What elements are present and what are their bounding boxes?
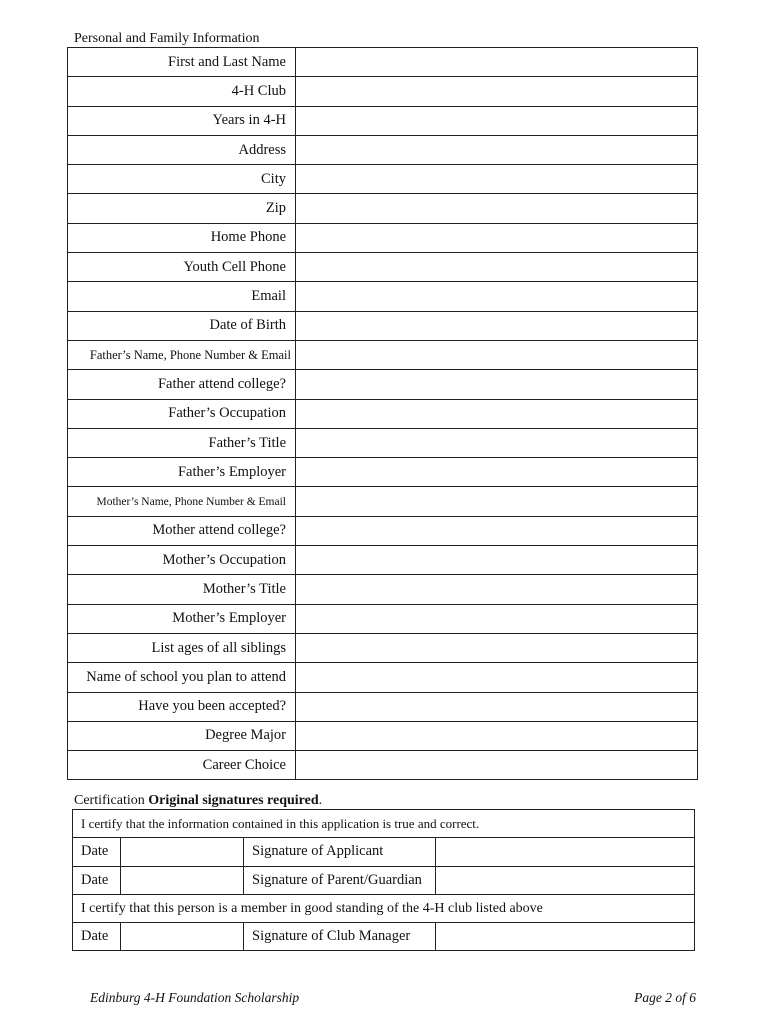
section-title-personal-family: Personal and Family Information xyxy=(74,31,260,46)
address-field[interactable] xyxy=(296,135,698,164)
certification-statement-applicant: I certify that the information contained in this application is true and correct. xyxy=(73,810,695,838)
city-field[interactable] xyxy=(296,165,698,194)
father-title-field[interactable] xyxy=(296,428,698,457)
parent-signature-label: Signature of Parent/Guardian xyxy=(244,866,436,894)
field-label: Mother’s Occupation xyxy=(68,546,296,575)
form-row xyxy=(68,487,698,516)
form-row xyxy=(73,866,695,894)
school-field[interactable] xyxy=(296,663,698,692)
form-row xyxy=(68,663,698,692)
certification-title-end: . xyxy=(318,793,323,808)
zip-field[interactable] xyxy=(296,194,698,223)
form-row xyxy=(68,633,698,662)
home-phone-field[interactable] xyxy=(296,223,698,252)
accepted-field[interactable] xyxy=(296,692,698,721)
mother-employer-field[interactable] xyxy=(296,604,698,633)
form-row xyxy=(68,311,698,340)
field-label: Mother attend college? xyxy=(68,516,296,545)
manager-signature-label: Signature of Club Manager xyxy=(244,923,436,951)
applicant-date-field[interactable] xyxy=(121,838,244,866)
form-row xyxy=(68,106,698,135)
field-label: Email xyxy=(68,282,296,311)
field-label: First and Last Name xyxy=(68,48,296,77)
form-row xyxy=(68,253,698,282)
form-row xyxy=(68,48,698,77)
form-row xyxy=(68,282,698,311)
field-label: Home Phone xyxy=(68,223,296,252)
form-row xyxy=(68,165,698,194)
date-label: Date xyxy=(73,838,121,866)
field-label: Father’s Occupation xyxy=(68,399,296,428)
field-label: Father’s Employer xyxy=(68,458,296,487)
form-row xyxy=(68,692,698,721)
form-row xyxy=(68,194,698,223)
form-row xyxy=(68,721,698,750)
field-label: Father attend college? xyxy=(68,370,296,399)
applicant-signature-field[interactable] xyxy=(436,838,695,866)
mother-occupation-field[interactable] xyxy=(296,546,698,575)
father-occupation-field[interactable] xyxy=(296,399,698,428)
section-title-certification xyxy=(74,793,322,809)
field-label: Date of Birth xyxy=(68,311,296,340)
form-row xyxy=(68,604,698,633)
form-row xyxy=(68,340,698,369)
mother-title-field[interactable] xyxy=(296,575,698,604)
field-label: Degree Major xyxy=(68,721,296,750)
form-row xyxy=(68,399,698,428)
form-row xyxy=(68,575,698,604)
degree-major-field[interactable] xyxy=(296,721,698,750)
father-employer-field[interactable] xyxy=(296,458,698,487)
date-of-birth-field[interactable] xyxy=(296,311,698,340)
field-label: Address xyxy=(68,135,296,164)
field-label: City xyxy=(68,165,296,194)
field-label: 4-H Club xyxy=(68,77,296,106)
email-field[interactable] xyxy=(296,282,698,311)
field-label: Mother’s Employer xyxy=(68,604,296,633)
form-row xyxy=(68,370,698,399)
date-label: Date xyxy=(73,866,121,894)
page-number: Page 2 of 6 xyxy=(634,990,696,1005)
field-label: List ages of all siblings xyxy=(68,633,296,662)
father-college-field[interactable] xyxy=(296,370,698,399)
mother-contact-field[interactable] xyxy=(296,487,698,516)
field-label: Mother’s Name, Phone Number & Email xyxy=(68,487,296,516)
certification-statement-manager: I certify that this person is a member in good standing of the 4-H club listed above xyxy=(73,894,695,922)
years-field[interactable] xyxy=(296,106,698,135)
father-contact-field[interactable] xyxy=(296,340,698,369)
certification-title: Certification xyxy=(74,793,145,808)
cell-phone-field[interactable] xyxy=(296,253,698,282)
career-choice-field[interactable] xyxy=(296,751,698,780)
date-label: Date xyxy=(73,923,121,951)
field-label: Father’s Name, Phone Number & Email xyxy=(68,340,296,369)
field-label: Career Choice xyxy=(68,751,296,780)
field-label: Have you been accepted? xyxy=(68,692,296,721)
form-row xyxy=(73,838,695,866)
form-row xyxy=(68,546,698,575)
mother-college-field[interactable] xyxy=(296,516,698,545)
form-row xyxy=(68,516,698,545)
applicant-signature-label: Signature of Applicant xyxy=(244,838,436,866)
form-row xyxy=(68,135,698,164)
form-row xyxy=(73,810,695,838)
form-row xyxy=(68,458,698,487)
field-label: Years in 4-H xyxy=(68,106,296,135)
siblings-ages-field[interactable] xyxy=(296,633,698,662)
form-row xyxy=(73,894,695,922)
field-label: Father’s Title xyxy=(68,428,296,457)
personal-info-table xyxy=(67,47,698,780)
form-row xyxy=(68,77,698,106)
field-label: Mother’s Title xyxy=(68,575,296,604)
parent-signature-field[interactable] xyxy=(436,866,695,894)
certification-note: Original signatures required xyxy=(148,793,319,808)
first-last-name-field[interactable] xyxy=(296,48,698,77)
field-label: Zip xyxy=(68,194,296,223)
manager-signature-field[interactable] xyxy=(436,923,695,951)
field-label: Name of school you plan to attend xyxy=(68,663,296,692)
footer-title: Edinburg 4-H Foundation Scholarship xyxy=(90,990,300,1005)
certification-table xyxy=(72,809,695,951)
form-row xyxy=(68,428,698,457)
parent-date-field[interactable] xyxy=(121,866,244,894)
field-label: Youth Cell Phone xyxy=(68,253,296,282)
manager-date-field[interactable] xyxy=(121,923,244,951)
form-row xyxy=(68,751,698,780)
form-row xyxy=(73,923,695,951)
club-field[interactable] xyxy=(296,77,698,106)
form-row xyxy=(68,223,698,252)
